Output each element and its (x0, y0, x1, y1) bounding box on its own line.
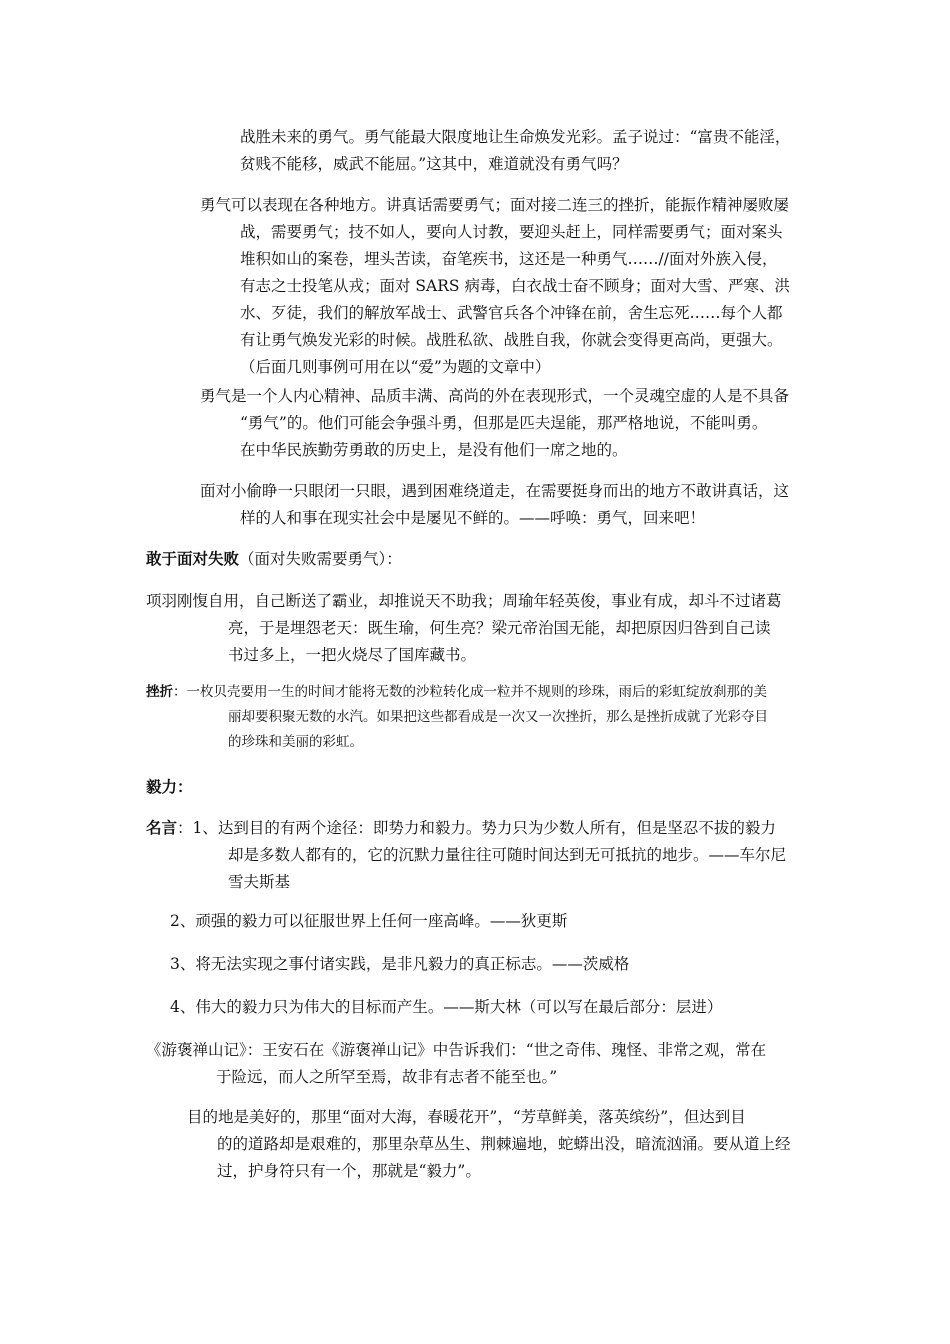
text-line: 于险远，而人之所罕至焉，故非有志者不能至也。” (216, 1068, 558, 1086)
text-line: 2、顽强的毅力可以征服世界上任何一座高峰。——狄更斯 (170, 912, 568, 930)
setback-label: 挫折 (146, 684, 173, 700)
text-line: 勇气是一个人内心精神、品质丰满、高尚的外在表现形式，一个灵魂空虚的人是不具备 (200, 387, 790, 405)
text-line: 贫贱不能移，威武不能屈。”这其中，难道就没有勇气吗？ (240, 155, 628, 173)
quotes-label: 名言 (146, 818, 178, 837)
paragraph-destination (187, 1104, 791, 1185)
text-line: 雪夫斯基 (228, 873, 291, 891)
paragraph-courage-call (200, 478, 789, 532)
text-line: 有让勇气焕发光彩的时候。战胜私欲、战胜自我，你就会变得更高尚，更强大。 (240, 331, 783, 349)
quote-1 (146, 814, 786, 896)
text-line: 项羽刚愎自用，自己断送了霸业，却推说天不助我；周瑜年轻英俊，事业有成，却斗不过诸葛 (146, 592, 782, 610)
heading-bold: 敢于面对失败 (146, 549, 240, 568)
text-line: 4、伟大的毅力只为伟大的目标而产生。——斯大林（可以写在最后部分：层进） (170, 998, 723, 1016)
text-line: 在中华民族勤劳勇敢的历史上，是没有他们一席之地的。 (240, 441, 628, 459)
paragraph-setback (146, 680, 768, 755)
text-line: 面对小偷睁一只眼闭一只眼，遇到困难绕道走，在需要挺身而出的地方不敢讲真话，这 (200, 482, 790, 500)
heading-rest: （面对失败需要勇气）： (239, 550, 402, 568)
text-line: 丽却要积聚无数的水汽。如果把这些都看成是一次又一次挫折，那么是挫折成就了光彩夺目 (228, 709, 768, 725)
text-line: 战胜未来的勇气。勇气能最大限度地让生命焕发光彩。孟子说过：“富贵不能淫， (240, 128, 791, 146)
paragraph-youbaochanshan (146, 1037, 766, 1091)
quote-4 (170, 994, 722, 1021)
paragraph-courage-places (200, 192, 790, 381)
text-line: 战，需要勇气；技不如人，要向人讨教，要迎头赶上，同样需要勇气；面对案头 (240, 223, 783, 241)
text-line: 3、将无法实现之事付诸实践，是非凡毅力的真正标志。——茨威格 (170, 955, 630, 973)
paragraph-failure-examples (146, 588, 782, 669)
text-line: 的珍珠和美丽的彩虹。 (228, 734, 363, 750)
quote-text: ：1、达到目的有两个途径：即势力和毅力。势力只为少数人所有，但是坚忍不拔的毅力 (177, 819, 776, 837)
text-line: 目的地是美好的，那里“面对大海，春暖花开”，“芳草鲜美，落英缤纷”，但达到目 (187, 1108, 746, 1126)
text-line: 却是多数人都有的，它的沉默力量往往可随时间达到无可抵抗的地步。——车尔尼 (228, 846, 787, 864)
heading-line: 毅力： (146, 777, 193, 796)
text-line: 的的道路却是艰难的，那里杂草丛生、荆棘遍地，蛇蟒出没，暗流汹涌。要从道上经 (217, 1135, 791, 1153)
text-line: 亮，于是埋怨老天：既生瑜，何生亮？梁元帝治国无能，却把原因归咎到自己读 (228, 619, 771, 637)
heading-perseverance (146, 773, 193, 800)
text-line: 堆积如山的案卷，埋头苦读，奋笔疾书，这还是一种勇气……//面对外族入侵， (240, 250, 778, 268)
text-line (146, 814, 786, 842)
quote-2 (170, 908, 567, 935)
text-line: 《游褒禅山记》：王安石在《游褒禅山记》中告诉我们：“世之奇伟、瑰怪、非常之观，常在 (146, 1041, 767, 1059)
text-line (146, 680, 768, 705)
text-line: “勇气”的。他们可能会争强斗勇，但那是匹夫逞能，那严格地说，不能叫勇。 (240, 414, 768, 432)
text-line: 样的人和事在现实社会中是屡见不鲜的。——呼唤：勇气，回来吧！ (240, 509, 706, 527)
quote-3 (170, 951, 629, 978)
text-line: （后面几则事例可用在以“爱”为题的文章中） (240, 358, 551, 376)
paragraph-courage-inner (200, 383, 789, 464)
paragraph-courage-future (240, 124, 790, 178)
setback-text: ：一枚贝壳要用一生的时间才能将无数的沙粒转化成一粒并不规则的珍珠，雨后的彩虹绽放刹那的美 (173, 684, 767, 700)
text-line: 有志之士投笔从戎；面对 SARS 病毒，白衣战士奋不顾身；面对大雪、严寒、洪 (240, 277, 790, 295)
heading-line (146, 545, 402, 573)
text-line: 水、歹徒，我们的解放军战士、武警官兵各个冲锋在前，舍生忘死……每个人都 (240, 304, 783, 322)
text-line: 书过多上，一把火烧尽了国库藏书。 (228, 646, 477, 664)
text-line: 勇气可以表现在各种地方。讲真话需要勇气；面对接二连三的挫折，能振作精神屡败屡 (200, 196, 790, 214)
text-line: 过，护身符只有一个，那就是“毅力”。 (217, 1162, 481, 1180)
heading-face-failure (146, 545, 402, 573)
